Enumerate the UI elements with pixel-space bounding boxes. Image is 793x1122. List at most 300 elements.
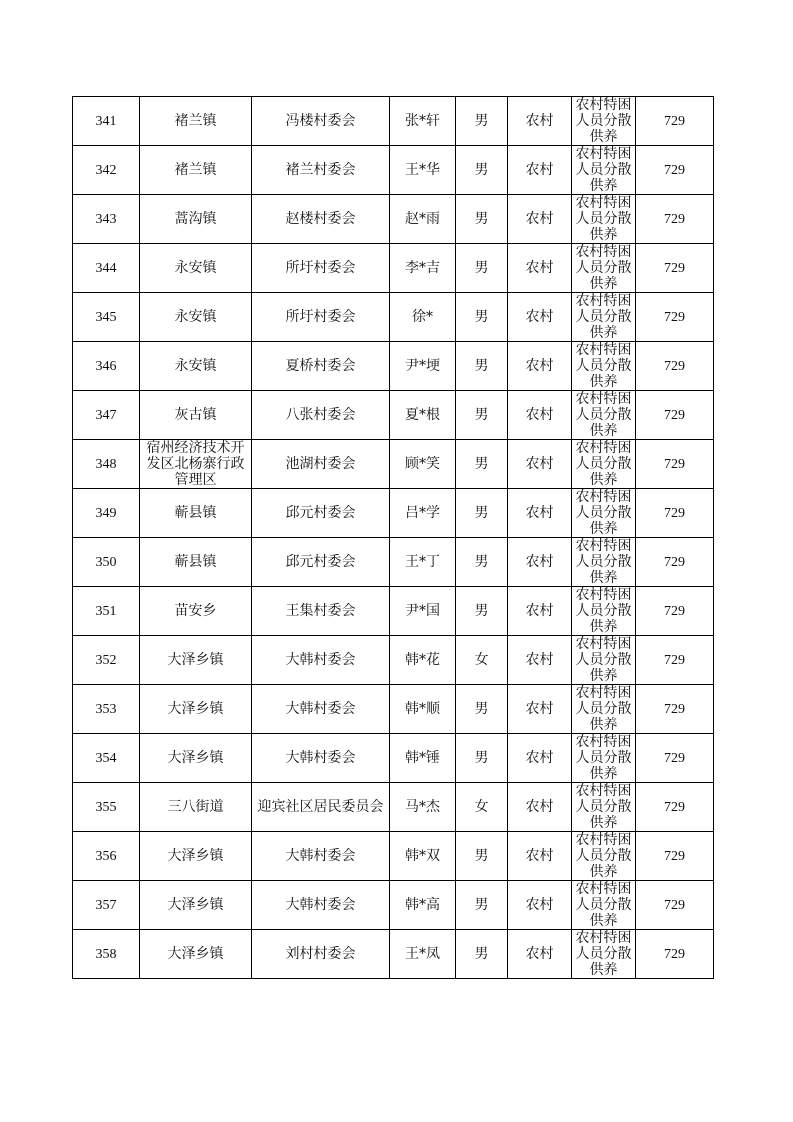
cell-residence-type-value: 农村 <box>525 945 554 962</box>
cell-recipient-name-value: 韩*锤 <box>405 749 440 766</box>
cell-town <box>140 538 252 587</box>
cell-support-category-value: 农村特困人员分散供养 <box>575 587 632 635</box>
cell-recipient-name-value: 马*杰 <box>405 798 440 815</box>
cell-support-category-value: 农村特困人员分散供养 <box>575 489 632 537</box>
cell-recipient-name <box>390 587 456 636</box>
cell-town-value: 大泽乡镇 <box>167 847 224 864</box>
cell-recipient-name-value: 赵*雨 <box>405 210 440 227</box>
cell-serial-number <box>73 391 140 440</box>
cell-amount-value: 729 <box>664 799 685 815</box>
cell-town-value: 苗安乡 <box>174 602 217 619</box>
cell-recipient-name-value: 尹*国 <box>405 602 440 619</box>
table-row <box>73 97 714 146</box>
cell-gender <box>456 244 508 293</box>
table-body <box>73 97 714 979</box>
cell-gender <box>456 636 508 685</box>
cell-amount <box>636 587 714 636</box>
cell-village-committee-value: 王集村委会 <box>285 602 356 619</box>
cell-village-committee <box>252 783 390 832</box>
cell-village-committee-value: 夏桥村委会 <box>285 357 356 374</box>
cell-town-value: 宿州经济技术开发区北杨寨行政管理区 <box>146 440 245 488</box>
cell-amount-value: 729 <box>664 407 685 423</box>
cell-gender <box>456 930 508 979</box>
cell-support-category <box>572 440 636 489</box>
cell-residence-type <box>508 832 572 881</box>
table-row <box>73 195 714 244</box>
cell-amount-value: 729 <box>664 211 685 227</box>
cell-serial-number <box>73 783 140 832</box>
cell-gender <box>456 195 508 244</box>
cell-serial-number <box>73 489 140 538</box>
table-row <box>73 440 714 489</box>
table-row <box>73 636 714 685</box>
cell-recipient-name <box>390 734 456 783</box>
cell-town <box>140 97 252 146</box>
cell-residence-type <box>508 391 572 440</box>
cell-town <box>140 832 252 881</box>
cell-village-committee <box>252 293 390 342</box>
cell-village-committee <box>252 244 390 293</box>
cell-serial-number <box>73 636 140 685</box>
cell-town <box>140 293 252 342</box>
cell-village-committee-value: 邱元村委会 <box>285 504 356 521</box>
cell-recipient-name <box>390 195 456 244</box>
cell-recipient-name-value: 韩*双 <box>405 847 440 864</box>
cell-serial-number <box>73 195 140 244</box>
cell-support-category-text <box>574 489 633 537</box>
cell-village-committee <box>252 391 390 440</box>
cell-gender-value: 男 <box>474 357 489 374</box>
cell-amount <box>636 293 714 342</box>
cell-support-category <box>572 195 636 244</box>
table-row <box>73 391 714 440</box>
cell-support-category-text <box>574 146 633 194</box>
cell-support-category <box>572 587 636 636</box>
cell-amount-value: 729 <box>664 848 685 864</box>
cell-residence-type-value: 农村 <box>525 504 554 521</box>
cell-support-category-value: 农村特困人员分散供养 <box>575 195 632 243</box>
table-row <box>73 734 714 783</box>
table-row <box>73 146 714 195</box>
cell-serial-number-value: 352 <box>95 652 117 668</box>
cell-amount-value: 729 <box>664 505 685 521</box>
cell-amount-value: 729 <box>664 750 685 766</box>
cell-village-committee-value: 赵楼村委会 <box>285 210 356 227</box>
cell-gender-value: 男 <box>474 112 489 129</box>
cell-amount <box>636 195 714 244</box>
cell-serial-number <box>73 538 140 587</box>
cell-gender-value: 男 <box>474 161 489 178</box>
cell-support-category <box>572 881 636 930</box>
cell-amount-value: 729 <box>664 946 685 962</box>
cell-residence-type-value: 农村 <box>525 259 554 276</box>
cell-town-value: 三八街道 <box>167 798 224 815</box>
cell-support-category <box>572 734 636 783</box>
cell-town <box>140 342 252 391</box>
table-row <box>73 881 714 930</box>
cell-serial-number <box>73 587 140 636</box>
table-row <box>73 685 714 734</box>
cell-gender-value: 男 <box>474 945 489 962</box>
cell-recipient-name-value: 尹*埂 <box>405 357 440 374</box>
cell-recipient-name <box>390 783 456 832</box>
cell-amount-value: 729 <box>664 358 685 374</box>
cell-village-committee-value: 邱元村委会 <box>285 553 356 570</box>
cell-recipient-name <box>390 685 456 734</box>
cell-support-category-value: 农村特困人员分散供养 <box>575 146 632 194</box>
cell-gender <box>456 489 508 538</box>
cell-serial-number-value: 353 <box>95 701 117 717</box>
cell-recipient-name-value: 吕*学 <box>405 504 440 521</box>
cell-support-category-text <box>574 244 633 292</box>
cell-amount <box>636 881 714 930</box>
cell-support-category <box>572 685 636 734</box>
cell-serial-number-value: 354 <box>95 750 117 766</box>
cell-amount <box>636 538 714 587</box>
cell-support-category-value: 农村特困人员分散供养 <box>575 538 632 586</box>
cell-support-category <box>572 636 636 685</box>
cell-village-committee <box>252 342 390 391</box>
cell-town <box>140 636 252 685</box>
cell-amount <box>636 930 714 979</box>
cell-recipient-name-value: 韩*顺 <box>405 700 440 717</box>
cell-gender <box>456 146 508 195</box>
cell-residence-type-value: 农村 <box>525 161 554 178</box>
cell-support-category-value: 农村特困人员分散供养 <box>575 391 632 439</box>
cell-recipient-name <box>390 930 456 979</box>
cell-serial-number-value: 348 <box>95 456 117 472</box>
cell-town <box>140 783 252 832</box>
cell-amount <box>636 97 714 146</box>
cell-gender <box>456 538 508 587</box>
cell-recipient-name-value: 夏*根 <box>405 406 440 423</box>
cell-village-committee-value: 迎宾社区居民委员会 <box>257 798 384 815</box>
cell-amount-value: 729 <box>664 603 685 619</box>
cell-village-committee <box>252 587 390 636</box>
cell-residence-type <box>508 342 572 391</box>
cell-village-committee <box>252 440 390 489</box>
cell-gender-value: 男 <box>474 308 489 325</box>
cell-residence-type <box>508 489 572 538</box>
cell-recipient-name <box>390 832 456 881</box>
cell-village-committee <box>252 734 390 783</box>
cell-support-category-value: 农村特困人员分散供养 <box>575 783 632 831</box>
cell-gender-value: 男 <box>474 504 489 521</box>
cell-village-committee <box>252 489 390 538</box>
cell-town-value: 灰古镇 <box>174 406 217 423</box>
cell-serial-number-value: 341 <box>95 113 117 129</box>
cell-gender-value: 女 <box>474 651 489 668</box>
cell-town-value: 永安镇 <box>174 259 217 276</box>
cell-recipient-name <box>390 538 456 587</box>
cell-residence-type <box>508 783 572 832</box>
cell-serial-number <box>73 293 140 342</box>
cell-residence-type <box>508 636 572 685</box>
cell-recipient-name-value: 韩*高 <box>405 896 440 913</box>
relief-recipient-table <box>72 96 714 979</box>
cell-residence-type-value: 农村 <box>525 455 554 472</box>
table-row <box>73 538 714 587</box>
cell-residence-type <box>508 734 572 783</box>
cell-support-category-value: 农村特困人员分散供养 <box>575 293 632 341</box>
cell-village-committee <box>252 930 390 979</box>
cell-village-committee-value: 冯楼村委会 <box>285 112 356 129</box>
cell-gender-value: 男 <box>474 553 489 570</box>
cell-village-committee <box>252 881 390 930</box>
cell-recipient-name-value: 王*凤 <box>405 945 440 962</box>
cell-amount-value: 729 <box>664 162 685 178</box>
cell-gender <box>456 293 508 342</box>
cell-town <box>140 734 252 783</box>
cell-town-value: 大泽乡镇 <box>167 749 224 766</box>
cell-amount-value: 729 <box>664 113 685 129</box>
cell-gender-value: 男 <box>474 406 489 423</box>
cell-amount <box>636 244 714 293</box>
cell-serial-number-value: 355 <box>95 799 117 815</box>
cell-amount <box>636 783 714 832</box>
cell-residence-type <box>508 685 572 734</box>
cell-amount <box>636 391 714 440</box>
cell-gender <box>456 783 508 832</box>
cell-serial-number-value: 345 <box>95 309 117 325</box>
cell-amount-value: 729 <box>664 456 685 472</box>
cell-gender-value: 男 <box>474 700 489 717</box>
cell-village-committee <box>252 146 390 195</box>
cell-serial-number <box>73 881 140 930</box>
cell-gender-value: 男 <box>474 847 489 864</box>
cell-support-category-text <box>574 832 633 880</box>
cell-town-value: 大泽乡镇 <box>167 651 224 668</box>
cell-support-category <box>572 489 636 538</box>
cell-serial-number-value: 351 <box>95 603 117 619</box>
cell-town-value: 褚兰镇 <box>174 112 217 129</box>
cell-recipient-name <box>390 97 456 146</box>
cell-serial-number <box>73 244 140 293</box>
cell-residence-type <box>508 881 572 930</box>
cell-amount <box>636 489 714 538</box>
cell-village-committee-value: 所圩村委会 <box>285 259 356 276</box>
cell-residence-type <box>508 930 572 979</box>
cell-residence-type-value: 农村 <box>525 847 554 864</box>
cell-serial-number-value: 347 <box>95 407 117 423</box>
cell-gender <box>456 440 508 489</box>
cell-support-category <box>572 146 636 195</box>
cell-serial-number-value: 343 <box>95 211 117 227</box>
cell-amount <box>636 636 714 685</box>
cell-town-value: 大泽乡镇 <box>167 945 224 962</box>
cell-town-value: 大泽乡镇 <box>167 896 224 913</box>
cell-recipient-name <box>390 489 456 538</box>
cell-serial-number-value: 357 <box>95 897 117 913</box>
cell-support-category-text <box>574 636 633 684</box>
cell-amount-value: 729 <box>664 260 685 276</box>
cell-recipient-name-value: 徐* <box>412 308 433 325</box>
cell-recipient-name-value: 王*华 <box>405 161 440 178</box>
cell-town-value: 永安镇 <box>174 308 217 325</box>
cell-town <box>140 930 252 979</box>
cell-town <box>140 489 252 538</box>
cell-village-committee-value: 八张村委会 <box>285 406 356 423</box>
cell-village-committee-value: 大韩村委会 <box>285 847 356 864</box>
cell-serial-number <box>73 97 140 146</box>
cell-support-category <box>572 97 636 146</box>
cell-residence-type <box>508 146 572 195</box>
cell-amount-value: 729 <box>664 554 685 570</box>
cell-residence-type-value: 农村 <box>525 602 554 619</box>
cell-gender <box>456 587 508 636</box>
cell-gender-value: 男 <box>474 455 489 472</box>
cell-village-committee <box>252 636 390 685</box>
cell-amount <box>636 440 714 489</box>
cell-recipient-name-value: 顾*笑 <box>405 455 440 472</box>
cell-village-committee-value: 大韩村委会 <box>285 651 356 668</box>
cell-residence-type-value: 农村 <box>525 798 554 815</box>
cell-support-category-value: 农村特困人员分散供养 <box>575 244 632 292</box>
cell-residence-type <box>508 293 572 342</box>
cell-serial-number <box>73 342 140 391</box>
cell-gender <box>456 881 508 930</box>
cell-serial-number <box>73 146 140 195</box>
cell-town <box>140 244 252 293</box>
cell-support-category-value: 农村特困人员分散供养 <box>575 685 632 733</box>
cell-amount <box>636 685 714 734</box>
cell-serial-number-value: 342 <box>95 162 117 178</box>
cell-gender-value: 男 <box>474 602 489 619</box>
cell-town-value: 蕲县镇 <box>174 553 217 570</box>
cell-village-committee <box>252 195 390 244</box>
cell-residence-type-value: 农村 <box>525 210 554 227</box>
cell-serial-number-value: 358 <box>95 946 117 962</box>
cell-gender <box>456 391 508 440</box>
cell-amount <box>636 146 714 195</box>
cell-town <box>140 587 252 636</box>
cell-support-category <box>572 783 636 832</box>
cell-village-committee <box>252 685 390 734</box>
cell-recipient-name-value: 王*丁 <box>405 553 440 570</box>
cell-support-category-value: 农村特困人员分散供养 <box>575 832 632 880</box>
cell-town-value: 蒿沟镇 <box>174 210 217 227</box>
cell-support-category <box>572 293 636 342</box>
cell-town-value: 蕲县镇 <box>174 504 217 521</box>
cell-recipient-name <box>390 342 456 391</box>
table-row <box>73 587 714 636</box>
cell-support-category <box>572 391 636 440</box>
cell-support-category <box>572 244 636 293</box>
cell-town <box>140 195 252 244</box>
cell-residence-type-value: 农村 <box>525 896 554 913</box>
cell-residence-type <box>508 97 572 146</box>
cell-village-committee-value: 大韩村委会 <box>285 749 356 766</box>
cell-amount-value: 729 <box>664 309 685 325</box>
cell-support-category-text <box>574 881 633 929</box>
cell-recipient-name <box>390 391 456 440</box>
cell-recipient-name <box>390 881 456 930</box>
cell-support-category-value: 农村特困人员分散供养 <box>575 97 632 145</box>
cell-support-category <box>572 832 636 881</box>
cell-support-category-text <box>574 930 633 978</box>
cell-amount <box>636 342 714 391</box>
cell-support-category-value: 农村特困人员分散供养 <box>575 881 632 929</box>
cell-village-committee-value: 褚兰村委会 <box>285 161 356 178</box>
cell-serial-number <box>73 440 140 489</box>
cell-recipient-name-value: 韩*花 <box>405 651 440 668</box>
cell-support-category-text <box>574 97 633 145</box>
cell-serial-number-value: 356 <box>95 848 117 864</box>
cell-support-category-text <box>574 587 633 635</box>
cell-residence-type-value: 农村 <box>525 553 554 570</box>
cell-support-category-value: 农村特困人员分散供养 <box>575 440 632 488</box>
cell-residence-type-value: 农村 <box>525 700 554 717</box>
cell-recipient-name-value: 张*轩 <box>405 112 440 129</box>
cell-village-committee <box>252 97 390 146</box>
cell-amount <box>636 734 714 783</box>
cell-serial-number-value: 346 <box>95 358 117 374</box>
cell-gender-value: 男 <box>474 896 489 913</box>
cell-gender-value: 男 <box>474 749 489 766</box>
cell-town <box>140 685 252 734</box>
cell-support-category-text <box>574 391 633 439</box>
cell-residence-type <box>508 440 572 489</box>
cell-village-committee-value: 大韩村委会 <box>285 896 356 913</box>
cell-town-value: 大泽乡镇 <box>167 700 224 717</box>
table-row <box>73 244 714 293</box>
cell-serial-number-value: 349 <box>95 505 117 521</box>
cell-support-category-text <box>574 342 633 390</box>
cell-village-committee <box>252 538 390 587</box>
cell-support-category-value: 农村特困人员分散供养 <box>575 342 632 390</box>
cell-support-category-text <box>574 195 633 243</box>
cell-amount-value: 729 <box>664 652 685 668</box>
cell-gender <box>456 97 508 146</box>
cell-town-value: 褚兰镇 <box>174 161 217 178</box>
cell-residence-type-value: 农村 <box>525 357 554 374</box>
cell-residence-type-value: 农村 <box>525 406 554 423</box>
cell-recipient-name <box>390 636 456 685</box>
cell-town <box>140 391 252 440</box>
cell-support-category-text <box>574 293 633 341</box>
cell-support-category <box>572 342 636 391</box>
cell-serial-number <box>73 930 140 979</box>
cell-residence-type <box>508 538 572 587</box>
cell-recipient-name-value: 李*吉 <box>405 259 440 276</box>
cell-amount <box>636 832 714 881</box>
cell-town <box>140 440 252 489</box>
cell-town-text <box>142 440 249 488</box>
cell-amount-value: 729 <box>664 897 685 913</box>
cell-support-category-text <box>574 734 633 782</box>
cell-gender <box>456 832 508 881</box>
cell-village-committee-value: 大韩村委会 <box>285 700 356 717</box>
cell-town-value: 永安镇 <box>174 357 217 374</box>
cell-gender-value: 男 <box>474 210 489 227</box>
cell-recipient-name <box>390 146 456 195</box>
table-row <box>73 832 714 881</box>
cell-residence-type <box>508 195 572 244</box>
cell-gender <box>456 685 508 734</box>
cell-serial-number <box>73 734 140 783</box>
cell-residence-type <box>508 587 572 636</box>
cell-residence-type-value: 农村 <box>525 651 554 668</box>
cell-support-category-text <box>574 440 633 488</box>
cell-residence-type <box>508 244 572 293</box>
cell-recipient-name <box>390 244 456 293</box>
cell-support-category-text <box>574 783 633 831</box>
cell-support-category <box>572 930 636 979</box>
cell-village-committee-value: 刘村村委会 <box>285 945 356 962</box>
cell-recipient-name <box>390 440 456 489</box>
table-row <box>73 930 714 979</box>
cell-support-category-value: 农村特困人员分散供养 <box>575 636 632 684</box>
